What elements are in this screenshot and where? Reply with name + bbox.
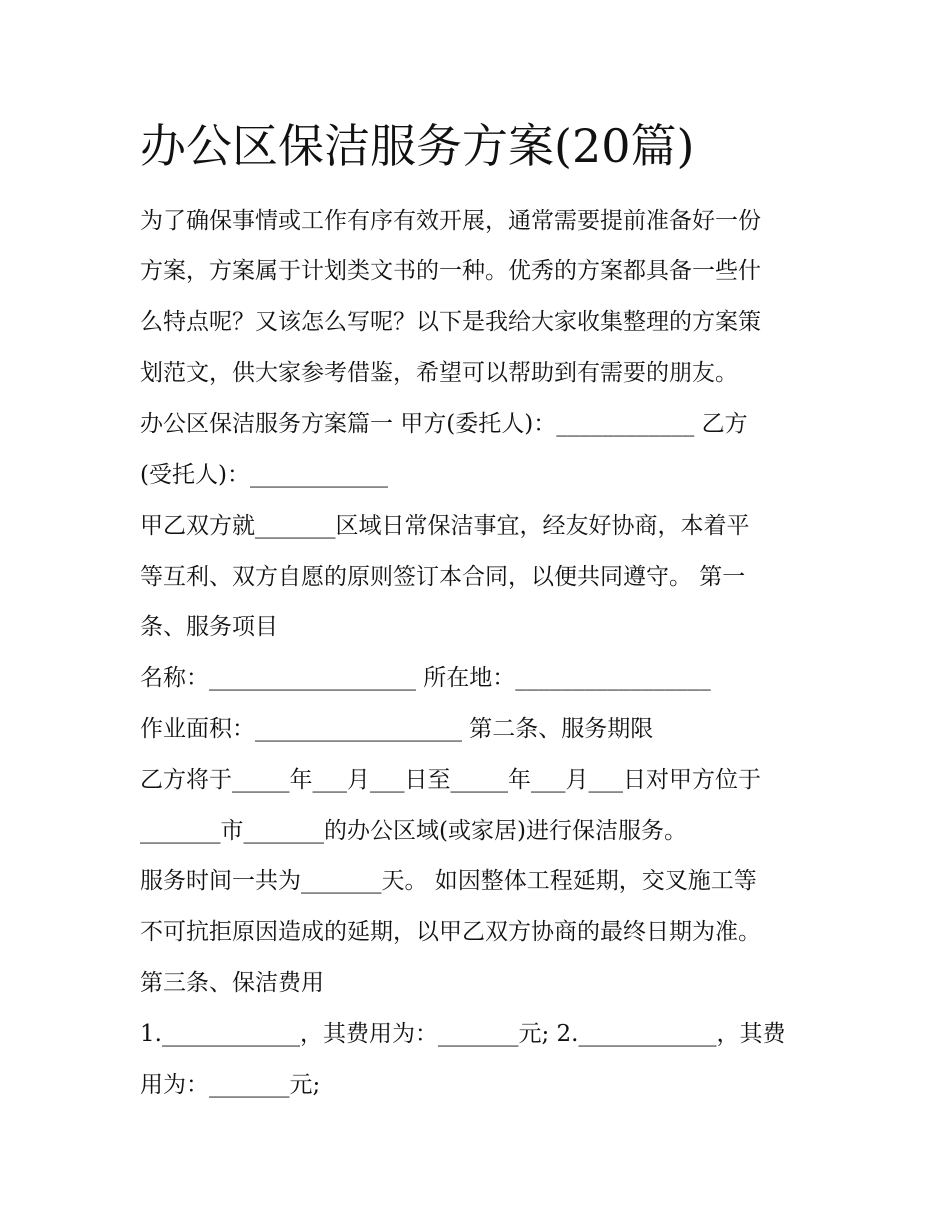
body-line: (受托人)：____________ bbox=[140, 462, 388, 488]
body-line: 乙方将于_____年___月___日至_____年___月___日对甲方位于 bbox=[140, 767, 761, 793]
body-line: 办公区保洁服务方案篇一 甲方(委托人)：____________ 乙方 bbox=[140, 411, 748, 437]
body-line: 不可抗拒原因造成的延期，以甲乙双方协商的最终日期为准。 bbox=[140, 919, 761, 945]
body-line: 甲乙双方就_______区域日常保洁事宜，经友好协商，本着平 bbox=[140, 513, 750, 539]
body-line: 等互利、双方自愿的原则签订本合同，以便共同遵守。 第一 bbox=[140, 564, 746, 590]
body-line: 第三条、保洁费用 bbox=[140, 970, 324, 996]
body-line: 为了确保事情或工作有序有效开展，通常需要提前准备好一份 bbox=[140, 208, 761, 234]
body-line: 么特点呢？又该怎么写呢？以下是我给大家收集整理的方案策 bbox=[140, 309, 761, 335]
body-line: 1.____________，其费用为：_______元; 2.____________，其费 bbox=[140, 1021, 786, 1047]
document-title: 办公区保洁服务方案(20篇) bbox=[140, 119, 695, 173]
body-line: 方案，方案属于计划类文书的一种。优秀的方案都具备一些什 bbox=[140, 258, 761, 284]
body-line: 作业面积：__________________ 第二条、服务期限 bbox=[140, 716, 654, 742]
body-line: 划范文，供大家参考借鉴，希望可以帮助到有需要的朋友。 bbox=[140, 360, 738, 386]
body-line: _______市_______的办公区域(或家居)进行保洁服务。 bbox=[140, 818, 687, 844]
body-line: 用为：_______元; bbox=[140, 1072, 321, 1098]
body-line: 名称：__________________ 所在地：_________________ bbox=[140, 665, 711, 691]
body-line: 服务时间一共为_______天。 如因整体工程延期，交叉施工等 bbox=[140, 868, 757, 894]
body-line: 条、服务项目 bbox=[140, 614, 278, 640]
